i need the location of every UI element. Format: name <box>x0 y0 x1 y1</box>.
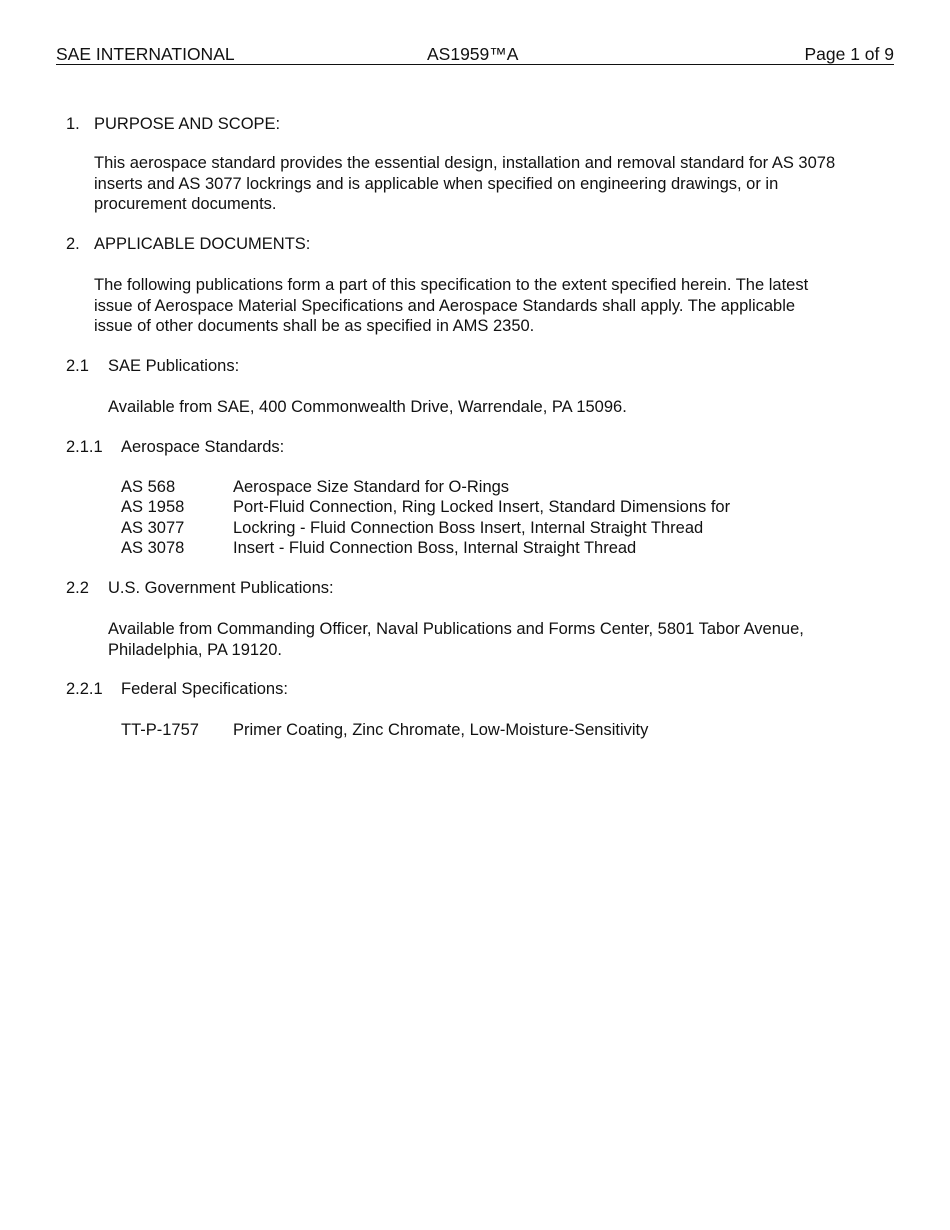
document-code: AS 568 <box>121 478 176 496</box>
section-title: Aerospace Standards: <box>121 438 285 456</box>
document-code: AS 3077 <box>121 519 185 537</box>
section-2-2-paragraph <box>108 619 804 660</box>
section-number: 2.1 <box>66 357 89 375</box>
document-title: Port-Fluid Connection, Ring Locked Insert, Standard Dimensions for <box>233 498 731 516</box>
section-number: 2. <box>66 235 80 253</box>
section-number: 2.1.1 <box>66 438 103 456</box>
header-page-number: Page 1 of 9 <box>804 44 894 64</box>
document-title: Lockring - Fluid Connection Boss Insert, Internal Straight Thread <box>233 519 704 537</box>
section-1-paragraph <box>94 153 835 215</box>
paragraph-line: Available from SAE, 400 Commonwealth Drive, Warrendale, PA 15096. <box>108 398 627 416</box>
document-title: Insert - Fluid Connection Boss, Internal Straight Thread <box>233 539 637 557</box>
section-title: PURPOSE AND SCOPE: <box>94 115 281 133</box>
document-code: TT-P-1757 <box>121 721 199 739</box>
paragraph-line: inserts and AS 3077 lockrings and is applicable when specified on engineering drawings, or in <box>94 174 779 193</box>
paragraph-line: Available from Commanding Officer, Naval Publications and Forms Center, 5801 Tabor Avenue, <box>108 620 804 638</box>
section-number: 2.2.1 <box>66 680 103 698</box>
document-code: AS 3078 <box>121 539 185 557</box>
section-title: Federal Specifications: <box>121 680 288 698</box>
paragraph-line: issue of other documents shall be as specified in AMS 2350. <box>94 317 535 335</box>
document-title: Aerospace Size Standard for O-Rings <box>233 478 510 496</box>
paragraph-line: procurement documents. <box>94 195 277 213</box>
paragraph-line: Philadelphia, PA 19120. <box>108 640 282 659</box>
page-header <box>56 44 894 65</box>
section-2-paragraph <box>94 275 808 337</box>
section-number: 1. <box>66 115 80 133</box>
paragraph-line: The following publications form a part of this specification to the extent specified herein. The latest <box>94 276 809 294</box>
header-document-number: AS1959™A <box>427 44 519 64</box>
document-title: Primer Coating, Zinc Chromate, Low-Moisture-Sensitivity <box>233 721 649 739</box>
document-code: AS 1958 <box>121 498 185 516</box>
section-title: SAE Publications: <box>108 357 240 375</box>
section-title: APPLICABLE DOCUMENTS: <box>94 235 311 253</box>
section-title: U.S. Government Publications: <box>108 579 334 597</box>
section-number: 2.2 <box>66 579 89 597</box>
paragraph-line: issue of Aerospace Material Specifications and Aerospace Standards shall apply. The applicable <box>94 296 796 315</box>
section-2-1-paragraph <box>108 397 627 418</box>
header-organization: SAE INTERNATIONAL <box>56 44 235 64</box>
paragraph-line: This aerospace standard provides the essential design, installation and removal standard for AS 3078 <box>94 154 836 172</box>
